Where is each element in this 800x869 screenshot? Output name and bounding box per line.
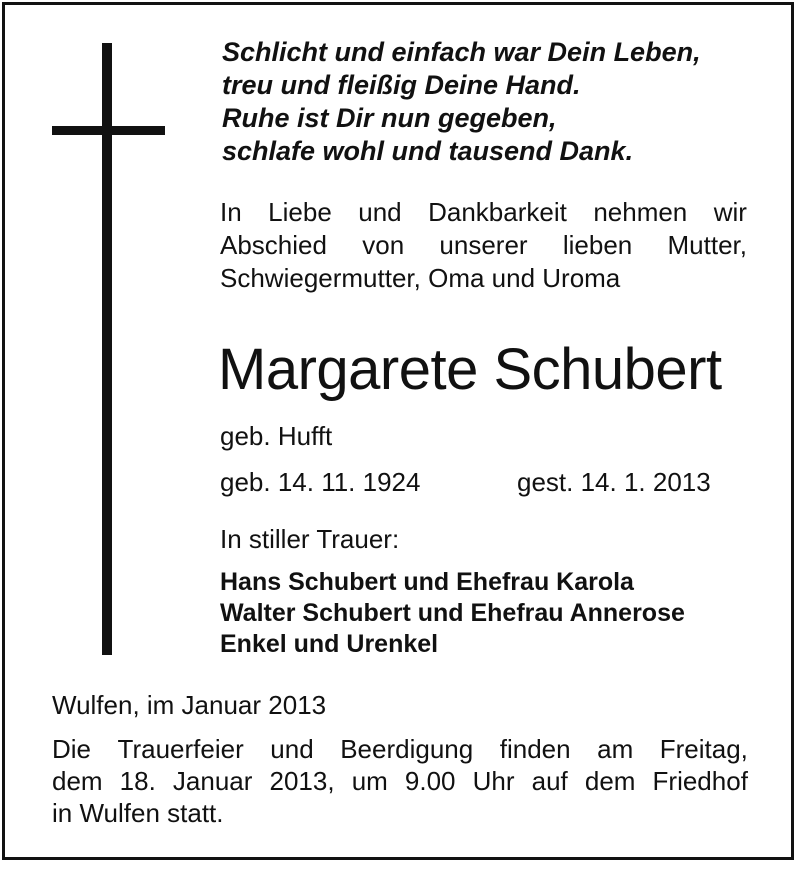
ceremony-line xyxy=(52,733,748,765)
ceremony-word: Beerdigung xyxy=(340,734,474,764)
maiden-name: geb. Hufft xyxy=(220,421,333,451)
ceremony-word: 18. xyxy=(119,766,156,796)
mourner-entry: Enkel und Urenkel xyxy=(220,630,439,658)
verse-line: schlafe wohl und tausend Dank. xyxy=(222,136,634,166)
ceremony-text xyxy=(52,733,748,829)
ceremony-word: Freitag, xyxy=(659,734,748,764)
intro-line xyxy=(220,229,747,262)
mourning-heading: In stiller Trauer: xyxy=(220,524,400,554)
ceremony-word: Januar xyxy=(172,766,253,796)
deceased-name: Margarete Schubert xyxy=(218,337,722,402)
intro-line: Schwiegermutter, Oma und Uroma xyxy=(220,263,621,293)
ceremony-word: dem xyxy=(52,766,103,796)
ceremony-word: Die xyxy=(52,734,92,764)
intro-word: Dankbarkeit xyxy=(428,197,567,227)
death-date: gest. 14. 1. 2013 xyxy=(517,467,711,497)
intro-word: lieben xyxy=(562,230,633,260)
intro-word: Abschied xyxy=(220,230,327,260)
ceremony-word: und xyxy=(270,734,314,764)
intro-word: Liebe xyxy=(268,197,332,227)
intro-word: von xyxy=(362,230,405,260)
ceremony-word: um xyxy=(351,766,388,796)
place-date: Wulfen, im Januar 2013 xyxy=(52,690,327,720)
verse-line: Ruhe ist Dir nun gegeben, xyxy=(222,103,557,133)
verse-line: treu und fleißig Deine Hand. xyxy=(222,70,581,100)
ceremony-word: 2013, xyxy=(269,766,335,796)
ceremony-word: 9.00 xyxy=(404,766,456,796)
intro-word: unserer xyxy=(439,230,528,260)
mourner-entry: Walter Schubert und Ehefrau Annerose xyxy=(220,599,685,627)
ceremony-word: dem xyxy=(584,766,636,796)
intro-word: wir xyxy=(713,197,747,227)
intro-word: nehmen xyxy=(593,197,688,227)
ceremony-word: auf xyxy=(531,766,568,796)
ceremony-word: Friedhof xyxy=(652,766,748,796)
mourners-list xyxy=(220,567,685,660)
verse-line: Schlicht und einfach war Dein Leben, xyxy=(222,37,701,67)
intro-line xyxy=(220,196,747,229)
ceremony-word: am xyxy=(597,734,634,764)
intro-word: und xyxy=(358,197,402,227)
ceremony-line: in Wulfen statt. xyxy=(52,798,224,828)
cross-crossbar xyxy=(52,126,165,135)
ceremony-line xyxy=(52,765,748,797)
ceremony-word: finden xyxy=(499,734,571,764)
ceremony-word: Uhr xyxy=(472,766,515,796)
ceremony-word: Trauerfeier xyxy=(117,734,244,764)
memorial-verse xyxy=(222,36,762,168)
birth-date: geb. 14. 11. 1924 xyxy=(220,467,421,497)
intro-text xyxy=(220,196,747,295)
intro-word: Mutter, xyxy=(667,230,747,260)
intro-word: In xyxy=(220,197,242,227)
mourner-entry: Hans Schubert und Ehefrau Karola xyxy=(220,568,634,596)
